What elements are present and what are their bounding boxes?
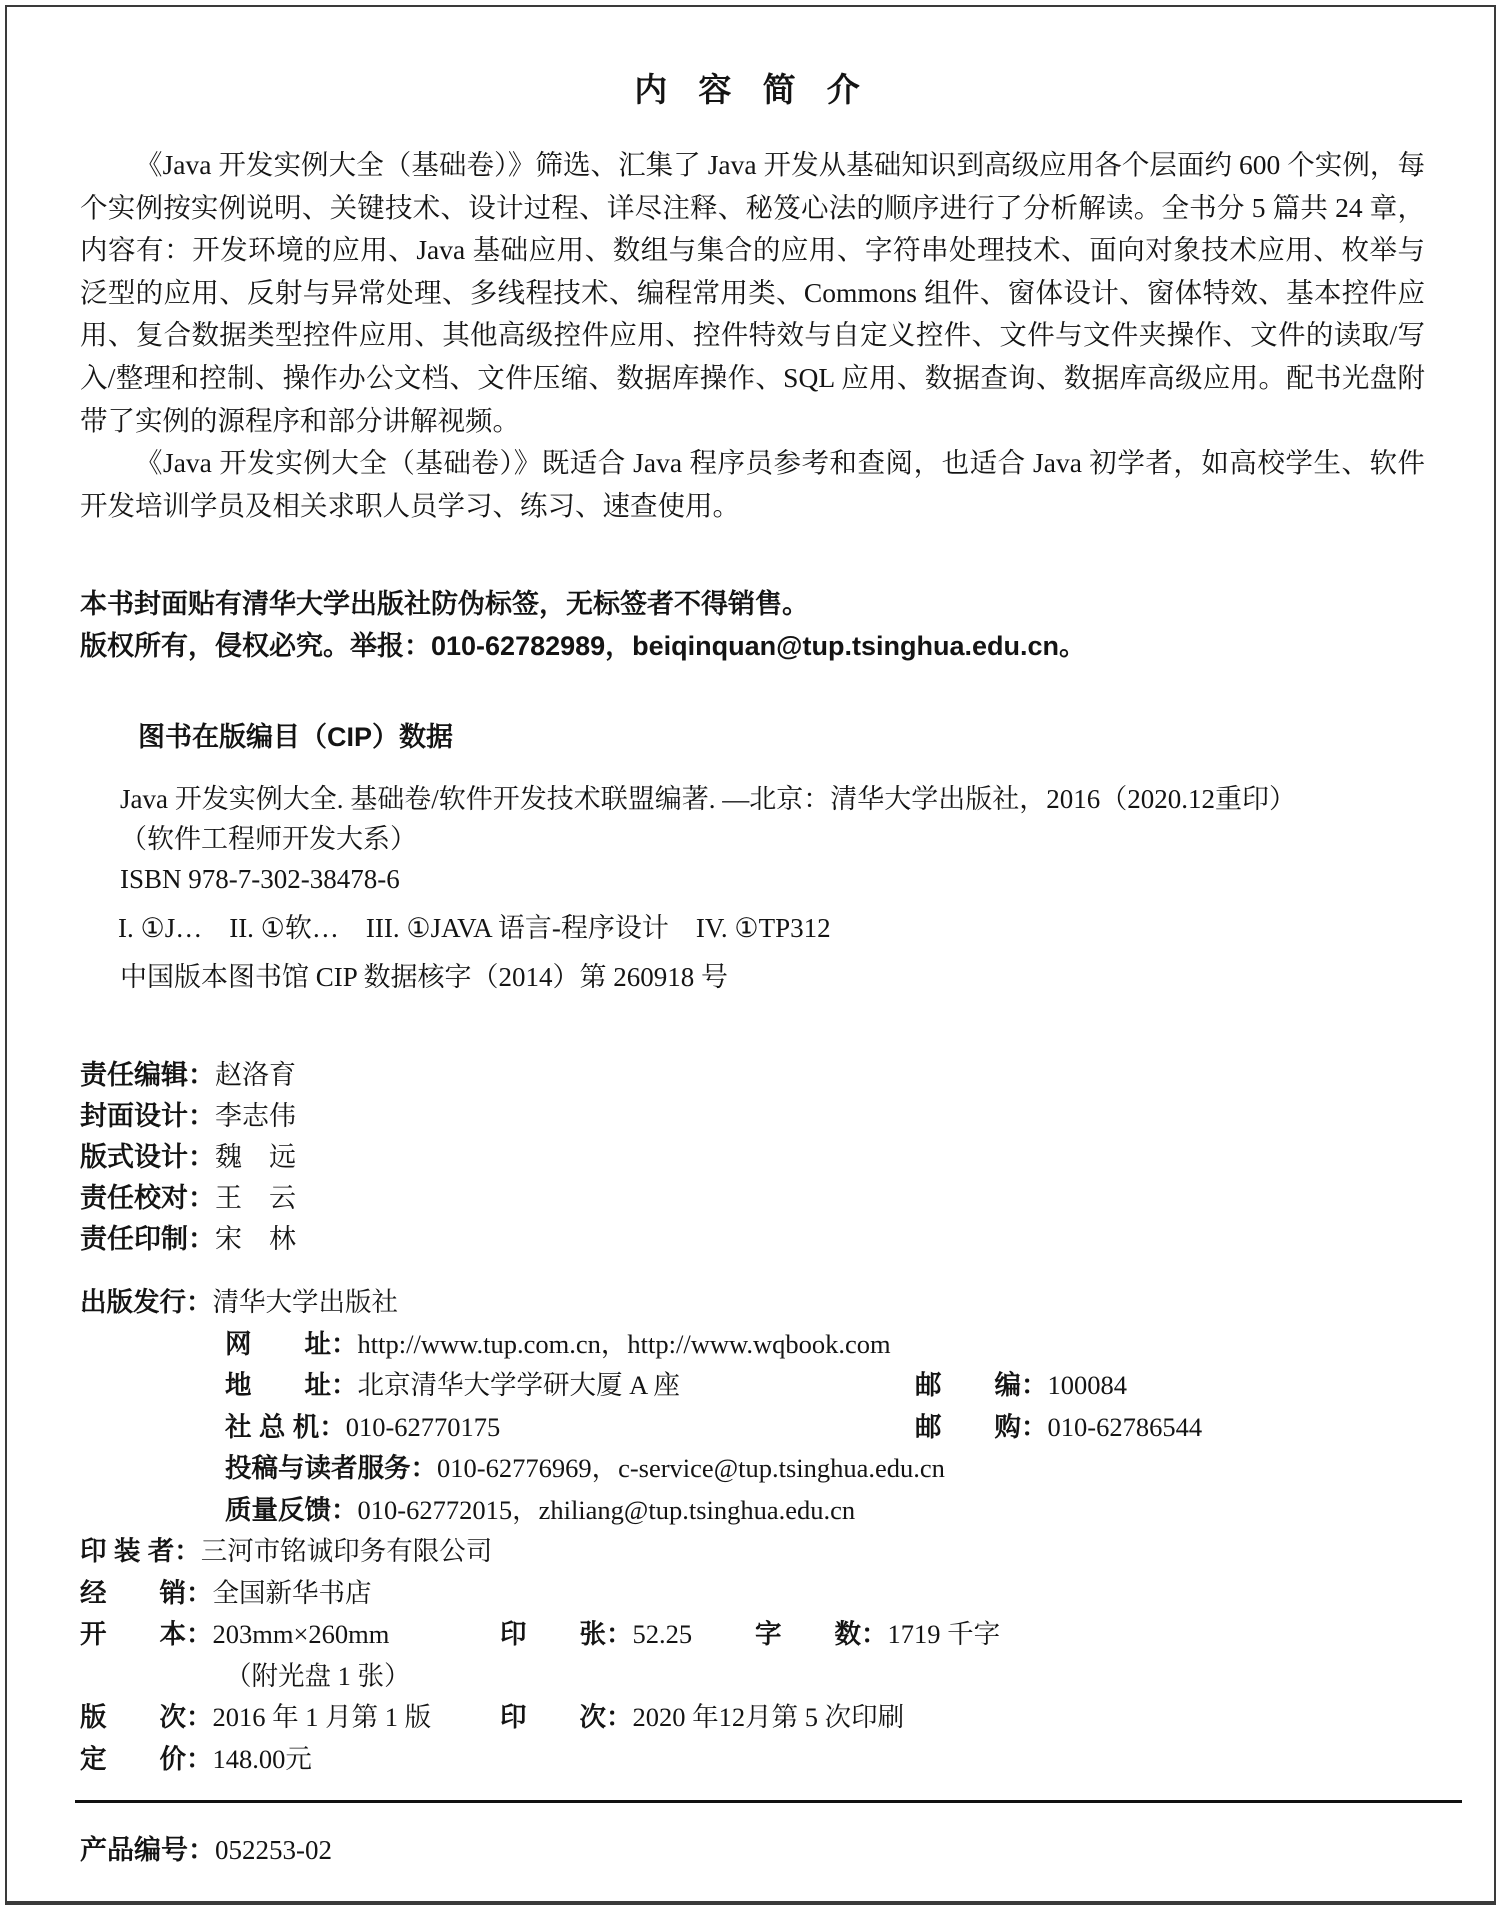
mail-order-value: 010-62786544 <box>1047 1411 1203 1442</box>
edition-row <box>80 1697 1425 1739</box>
mail-order-group <box>915 1407 1202 1449</box>
staff-value: 魏 远 <box>215 1142 296 1173</box>
website-value: http://www.tup.com.cn，http://www.wqbook.com <box>357 1328 891 1359</box>
notice-section <box>80 583 1425 667</box>
cip-entry: Java 开发实例大全. 基础卷/软件开发技术联盟编著. —北京：清华大学出版社，2016（2020.12重印） <box>120 784 1296 815</box>
product-number-value: 052253-02 <box>215 1835 332 1866</box>
staff-row-layout-design <box>80 1137 1425 1178</box>
cd-note-row <box>225 1656 1425 1698</box>
price-value: 148.00元 <box>212 1743 312 1774</box>
publisher-label: 出版发行： <box>80 1287 213 1318</box>
page-content <box>0 64 1500 1870</box>
word-count-label: 字 数： <box>755 1619 888 1650</box>
staff-value: 王 云 <box>215 1183 296 1214</box>
product-number-row <box>80 1830 1425 1870</box>
price-label: 定 价： <box>80 1743 213 1774</box>
staff-row-proofreader <box>80 1178 1425 1219</box>
postcode-group <box>915 1365 1127 1407</box>
staff-value: 宋 林 <box>215 1224 296 1255</box>
staff-label: 责任校对： <box>80 1183 215 1214</box>
address-label: 地 址： <box>225 1370 358 1401</box>
staff-row-editor <box>80 1055 1425 1096</box>
staff-label: 责任编辑： <box>80 1060 215 1091</box>
cip-isbn: ISBN 978-7-302-38478-6 <box>120 864 400 895</box>
word-count-group <box>755 1614 1000 1656</box>
cd-note: （附光盘 1 张） <box>225 1660 411 1691</box>
website-row <box>225 1324 1425 1366</box>
publishing-section <box>80 1282 1425 1780</box>
printer-value: 三河市铭诚印务有限公司 <box>200 1536 493 1567</box>
printer-row <box>80 1531 1425 1573</box>
cip-heading: 图书在版编目（CIP）数据 <box>138 722 454 753</box>
quality-feedback-value: 010-62772015，zhiliang@tup.tsinghua.edu.cn <box>357 1494 856 1525</box>
address-row <box>225 1365 1425 1407</box>
divider-rule <box>75 1800 1462 1803</box>
printing-value: 2020 年12月第 5 次印刷 <box>632 1702 905 1733</box>
sheets-value: 52.25 <box>632 1619 693 1650</box>
printing-label: 印 次： <box>500 1702 633 1733</box>
product-number-label: 产品编号： <box>80 1835 215 1866</box>
contribution-value: 010-62776969，c-service@tup.tsinghua.edu.cn <box>437 1453 945 1484</box>
website-label: 网 址： <box>225 1328 358 1359</box>
mail-order-label: 邮 购： <box>915 1411 1048 1442</box>
staff-label: 版式设计： <box>80 1142 215 1173</box>
distributor-value: 全国新华书店 <box>212 1577 372 1608</box>
postcode-label: 邮 编： <box>915 1370 1048 1401</box>
cip-series: （软件工程师开发大系） <box>120 824 417 855</box>
intro-paragraph-1: 《Java 开发实例大全（基础卷）》筛选、汇集了 Java 开发从基础知识到高级应用各个层面约 600 个实例，每个实例按实例说明、关键技术、设计过程、详尽注释、秘笈心法的顺序进行了分析解读。全书分 5 篇共 24 章，内容有：开发环境的应用、Java 基础应用、数组与集合的应用、字符串处理技术、面向对象技术应用、枚举与泛型的应用、反射与异常处理、多线程技术、编程常用类、Commons 组件、窗体设计、窗体特效、基本控件应用、复合数据类型控件应用、其他高级控件应用、控件特效与自定义控件、文件与文件夹操作、文件的读取/写入/整理和控制、操作办公文档、文件压缩、数据库操作、SQL 应用、数据查询、数据库高级应用。配书光盘附带了实例的源程序和部分讲解视频。 <box>80 149 1425 436</box>
staff-label: 封面设计： <box>80 1101 215 1132</box>
switchboard-label: 社 总 机： <box>225 1411 346 1442</box>
anti-counterfeit-notice: 本书封面贴有清华大学出版社防伪标签，无标签者不得销售。 <box>80 589 809 620</box>
postcode-value: 100084 <box>1047 1370 1127 1401</box>
staff-label: 责任印制： <box>80 1224 215 1255</box>
intro-section <box>80 144 1425 527</box>
contribution-label: 投稿与读者服务： <box>225 1453 437 1484</box>
edition-value: 2016 年 1 月第 1 版 <box>212 1702 432 1733</box>
sheets-label: 印 张： <box>500 1619 633 1650</box>
page-title: 内 容 简 介 <box>634 71 871 108</box>
distributor-label: 经 销： <box>80 1577 213 1608</box>
printer-label: 印 装 者： <box>80 1536 201 1567</box>
edition-label: 版 次： <box>80 1702 213 1733</box>
staff-row-print-supervisor <box>80 1219 1425 1260</box>
switchboard-value: 010-62770175 <box>345 1411 501 1442</box>
format-row <box>80 1614 1425 1656</box>
price-row <box>80 1739 1425 1781</box>
format-value: 203mm×260mm <box>212 1619 390 1650</box>
publisher-row <box>80 1282 1425 1324</box>
staff-value: 李志伟 <box>215 1101 296 1132</box>
address-value: 北京清华大学学研大厦 A 座 <box>357 1370 680 1401</box>
intro-paragraph-2: 《Java 开发实例大全（基础卷）》既适合 Java 程序员参考和查阅，也适合 Java 初学者，如高校学生、软件开发培训学员及相关求职人员学习、练习、速查使用。 <box>80 447 1425 521</box>
word-count-value: 1719 千字 <box>887 1619 1001 1650</box>
staff-section <box>80 1055 1425 1260</box>
quality-feedback-row <box>225 1490 1425 1532</box>
cip-record: 中国版本图书馆 CIP 数据核字（2014）第 260918 号 <box>120 962 729 993</box>
switchboard-row <box>225 1407 1425 1449</box>
distributor-row <box>80 1573 1425 1615</box>
publisher-value: 清华大学出版社 <box>212 1287 398 1318</box>
cip-classification: I. ①J… II. ①软… III. ①JAVA 语言-程序设计 IV. ①TP312 <box>118 913 831 944</box>
staff-value: 赵洛育 <box>215 1060 296 1091</box>
printing-group <box>500 1697 904 1739</box>
cip-section <box>80 717 1425 997</box>
contribution-row <box>225 1448 1425 1490</box>
copyright-notice: 版权所有，侵权必究。举报：010-62782989，beiqinquan@tup.tsinghua.edu.cn。 <box>80 631 1086 662</box>
staff-row-cover-design <box>80 1096 1425 1137</box>
format-label: 开 本： <box>80 1619 213 1650</box>
sheets-group <box>500 1614 692 1656</box>
quality-feedback-label: 质量反馈： <box>225 1494 358 1525</box>
